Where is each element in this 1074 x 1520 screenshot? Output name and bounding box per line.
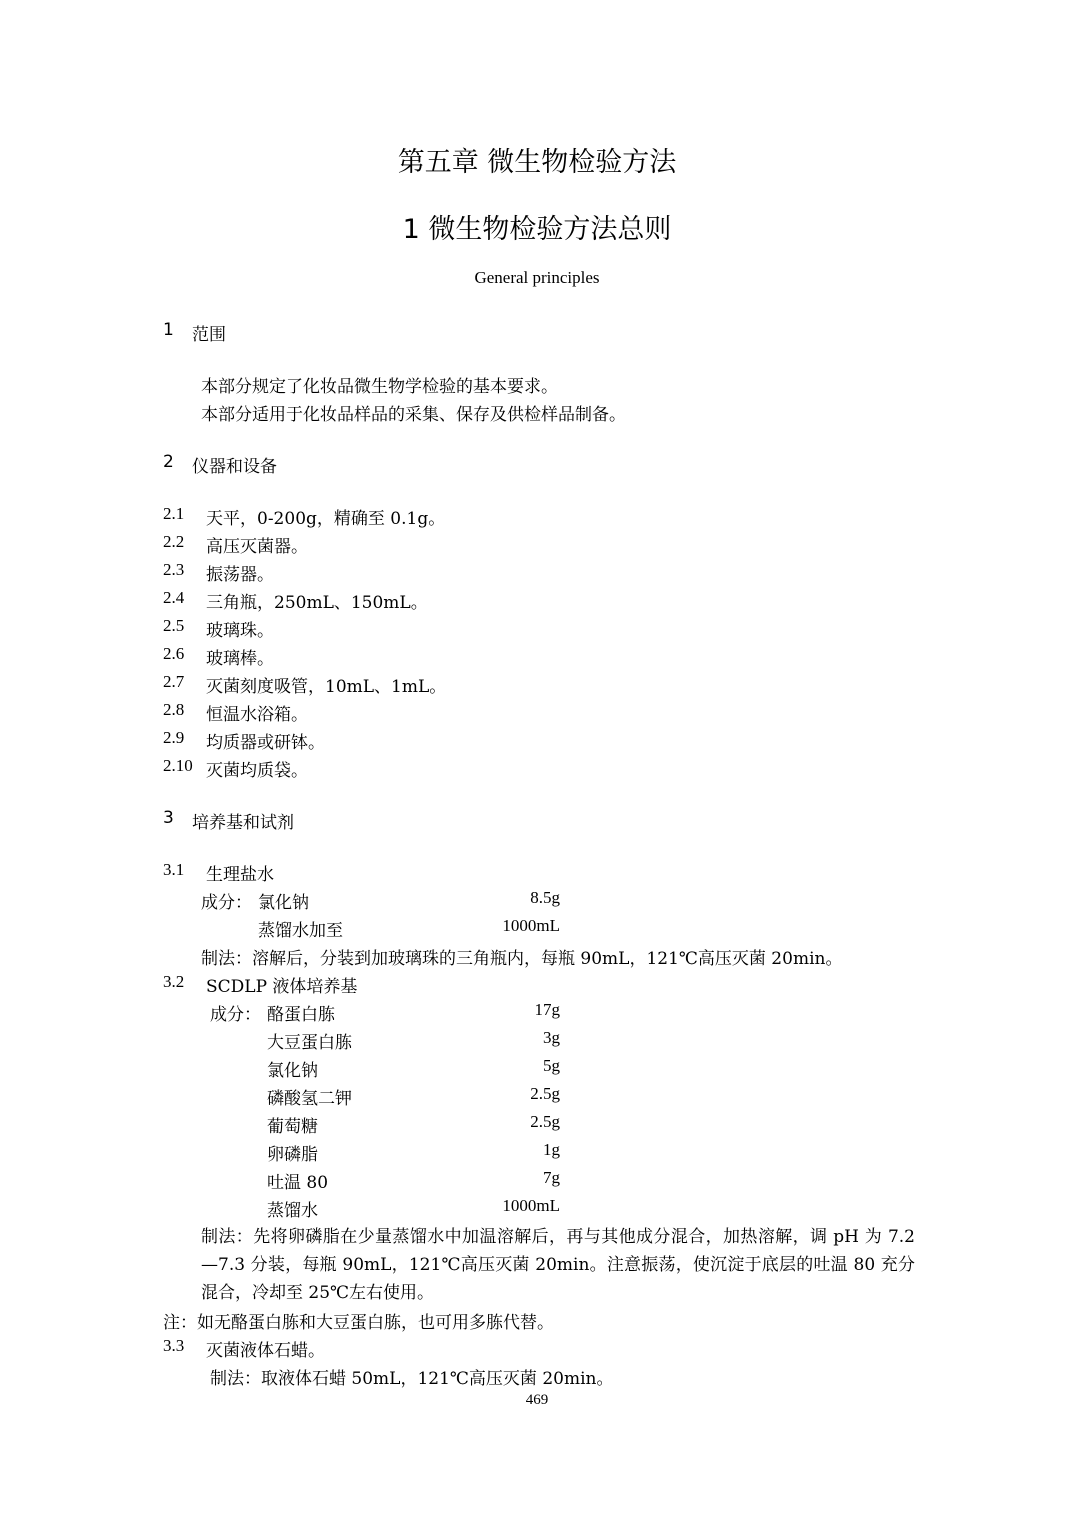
ingredient-qty: 17g — [534, 1000, 560, 1019]
item-text: 恒温水浴箱。 — [206, 705, 308, 725]
section-2-number: 2 — [163, 452, 174, 472]
ingredient-qty: 5g — [543, 1056, 560, 1075]
subsection-title: SCDLP 液体培养基 — [206, 977, 358, 997]
subsection-number: 3.1 — [163, 860, 185, 879]
composition-label: 成分： — [201, 893, 252, 913]
composition-label: 成分： — [210, 1005, 261, 1025]
item-text: 均质器或研钵。 — [206, 733, 325, 753]
subsection-title: 生理盐水 — [206, 865, 274, 885]
ingredient-name: 蒸馏水加至 — [258, 921, 343, 941]
item-number: 2.6 — [163, 644, 185, 663]
section-1-line-2: 本部分适用于化妆品样品的采集、保存及供检样品制备。 — [201, 405, 626, 425]
ingredient-name: 磷酸氢二钾 — [267, 1089, 352, 1109]
item-number: 2.1 — [163, 504, 185, 523]
section-1-number: 1 — [163, 320, 174, 340]
item-text: 天平，0-200g，精确至 0.1g。 — [206, 509, 446, 529]
item-text: 玻璃珠。 — [206, 621, 274, 641]
ingredient-qty: 1g — [543, 1140, 560, 1159]
preparation-method: 制法：取液体石蜡 50mL，121℃高压灭菌 20min。 — [210, 1369, 614, 1389]
section-title: 1 微生物检验方法总则 — [402, 214, 672, 245]
section-1-line-1: 本部分规定了化妆品微生物学检验的基本要求。 — [201, 377, 558, 397]
ingredient-name: 酪蛋白胨 — [267, 1005, 335, 1025]
ingredient-qty: 7g — [543, 1168, 560, 1187]
section-3-number: 3 — [163, 808, 174, 828]
preparation-method: 制法：溶解后，分装到加玻璃珠的三角瓶内，每瓶 90mL，121℃高压灭菌 20min。 — [201, 949, 843, 969]
section-3-title: 培养基和试剂 — [192, 813, 294, 833]
ingredient-name: 大豆蛋白胨 — [267, 1033, 352, 1053]
ingredient-qty: 3g — [543, 1028, 560, 1047]
note-label: 注： — [163, 1313, 197, 1333]
ingredient-name: 葡萄糖 — [267, 1117, 318, 1137]
ingredient-name: 卵磷脂 — [267, 1145, 318, 1165]
preparation-method: 制法：先将卵磷脂在少量蒸馏水中加温溶解后，再与其他成分混合，加热溶解，调 pH 为 7.2—7.3 分装，每瓶 90mL，121℃高压灭菌 20min。注意振荡，使沉淀于底层的吐温 80 充分混合，冷却至 25℃左右使用。 — [201, 1227, 915, 1303]
item-number: 2.2 — [163, 532, 185, 551]
subsection-number: 3.2 — [163, 972, 185, 991]
item-number: 2.8 — [163, 700, 185, 719]
note — [163, 1308, 554, 1333]
page-number: 469 — [525, 1392, 549, 1408]
section-2-title: 仪器和设备 — [192, 457, 277, 477]
item-number: 2.3 — [163, 560, 185, 579]
subsection-title: 灭菌液体石蜡。 — [206, 1341, 325, 1361]
ingredient-qty: 1000mL — [502, 916, 560, 935]
item-number: 2.9 — [163, 728, 185, 747]
item-number: 2.10 — [163, 756, 193, 775]
ingredient-qty: 8.5g — [530, 888, 560, 907]
ingredient-name: 吐温 80 — [267, 1173, 329, 1193]
item-text: 高压灭菌器。 — [206, 537, 308, 557]
item-text: 三角瓶，250mL、150mL。 — [206, 593, 428, 613]
item-text: 灭菌均质袋。 — [206, 761, 308, 781]
item-text: 振荡器。 — [206, 565, 274, 585]
ingredient-qty: 2.5g — [530, 1112, 560, 1131]
ingredient-name: 蒸馏水 — [267, 1201, 318, 1221]
preparation-method-paragraph — [163, 1223, 915, 1307]
subsection-number: 3.3 — [163, 1336, 185, 1355]
ingredient-qty: 1000mL — [502, 1196, 560, 1215]
ingredient-qty: 2.5g — [530, 1084, 560, 1103]
ingredient-name: 氯化钠 — [258, 893, 309, 913]
chapter-title: 第五章 微生物检验方法 — [397, 147, 677, 178]
note-text: 如无酪蛋白胨和大豆蛋白胨，也可用多胨代替。 — [197, 1313, 554, 1333]
item-number: 2.7 — [163, 672, 185, 691]
item-number: 2.4 — [163, 588, 185, 607]
section-1-title: 范围 — [192, 325, 226, 345]
subtitle-en: General principles — [474, 268, 600, 287]
item-number: 2.5 — [163, 616, 185, 635]
ingredient-name: 氯化钠 — [267, 1061, 318, 1081]
item-text: 玻璃棒。 — [206, 649, 274, 669]
item-text: 灭菌刻度吸管，10mL、1mL。 — [206, 677, 447, 697]
